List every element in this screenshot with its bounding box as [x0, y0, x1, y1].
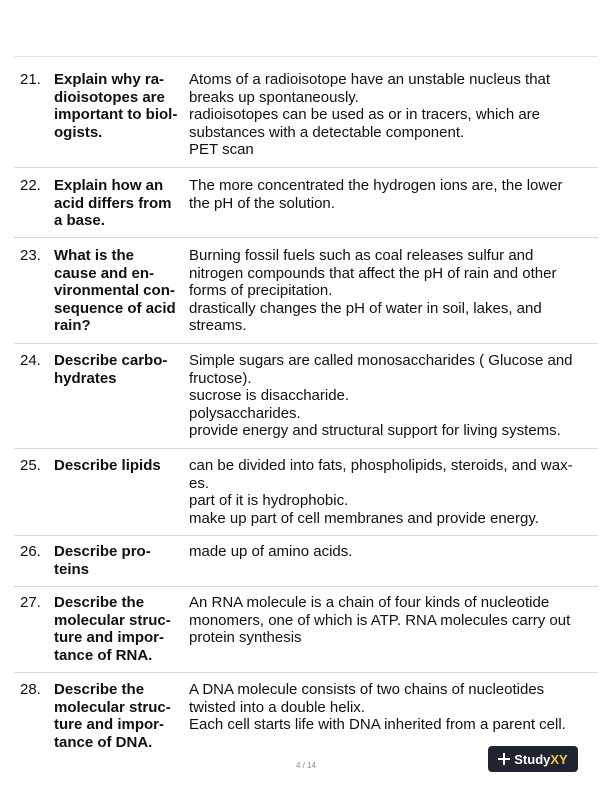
item-number: 25.: [20, 457, 41, 474]
qa-row-21: [14, 71, 598, 168]
qa-row-24: [14, 352, 598, 449]
item-number: 23.: [20, 247, 41, 264]
studyxy-badge[interactable]: [488, 746, 578, 772]
answer-text: made up of amino acids.: [189, 543, 353, 560]
item-number: 24.: [20, 352, 41, 369]
item-number: 28.: [20, 681, 41, 698]
qa-row-26: [14, 543, 598, 587]
question-text: Describe lipids: [54, 457, 161, 474]
question-text: Explain how an acid differs from a base.: [54, 177, 172, 230]
item-number: 21.: [20, 71, 41, 88]
question-text: Describe pro- teins: [54, 543, 151, 578]
answer-text: The more concentrated the hydrogen ions are, the lower the pH of the solution.: [189, 177, 563, 212]
question-text: Describe carbo- hydrates: [54, 352, 168, 387]
qa-row-25: [14, 457, 598, 536]
plus-icon: [498, 753, 510, 765]
page-indicator: 4 / 14: [295, 761, 316, 770]
qa-row-23: [14, 247, 598, 344]
qa-row-28: [14, 681, 598, 753]
answer-text: A DNA molecule consists of two chains of nucleotides twisted into a double helix. Each cell starts life with DNA inherited from a parent cell.: [189, 681, 566, 734]
brand-name: StudyXY: [514, 751, 568, 767]
item-number: 22.: [20, 177, 41, 194]
answer-text: An RNA molecule is a chain of four kinds of nucleotide monomers, one of which is ATP. RNA molecules carry out protein synthesis: [189, 594, 571, 647]
answer-text: can be divided into fats, phospholipids, steroids, and wax- es. part of it is hydrophobic. make up part of cell membranes and provide energy.: [189, 457, 573, 527]
answer-text: Simple sugars are called monosaccharides ( Glucose and fructose). sucrose is disaccharide. polysaccharides. provide energy and structural support for living systems.: [189, 352, 573, 440]
answer-text: Burning fossil fuels such as coal releases sulfur and nitrogen compounds that affect the pH of rain and other forms of precipitation. drastically changes the pH of water in soil, lakes, and streams.: [189, 247, 557, 335]
item-number: 26.: [20, 543, 41, 560]
question-text: What is the cause and en- vironmental con- sequence of acid rain?: [54, 247, 176, 335]
question-text: Describe the molecular struc- ture and impor- tance of RNA.: [54, 594, 171, 664]
item-number: 27.: [20, 594, 41, 611]
top-divider: [14, 56, 598, 57]
answer-text: Atoms of a radioisotope have an unstable nucleus that breaks up spontaneously. radioisotopes can be used as or in tracers, which are substances with a detectable component. PET scan: [189, 71, 551, 159]
qa-row-22: [14, 177, 598, 238]
question-text: Describe the molecular struc- ture and impor- tance of DNA.: [54, 681, 171, 751]
qa-row-27: [14, 594, 598, 673]
question-text: Explain why ra- dioisotopes are important to biol- ogists.: [54, 71, 178, 141]
